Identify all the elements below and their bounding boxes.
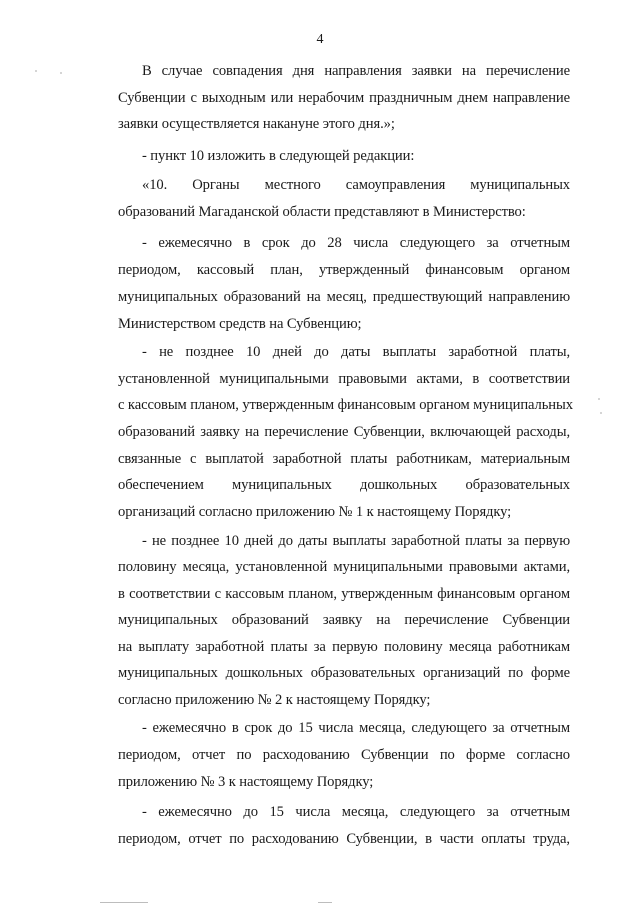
document-line: «10. Органы местного самоуправления муниципальных [142, 177, 570, 193]
document-line: установленной муниципальными правовыми актами, в соответствии [118, 371, 570, 387]
scan-artifact [598, 398, 600, 400]
document-line: - пункт 10 изложить в следующей редакции: [142, 148, 415, 164]
document-line: - не позднее 10 дней до даты выплаты заработной платы, [142, 344, 570, 360]
document-line: - ежемесячно в срок до 28 числа следующего за отчетным [142, 235, 570, 251]
document-line: - ежемесячно до 15 числа месяца, следующего за отчетным [142, 804, 570, 820]
document-line: периодом, кассовый план, утвержденный финансовым органом [118, 262, 570, 278]
document-line: Министерством средств на Субвенцию; [118, 316, 362, 332]
document-line: половину месяца, установленной муниципальными правовыми актами, [118, 559, 570, 575]
document-line: периодом, отчет по расходованию Субвенции, в части оплаты труда, [118, 831, 570, 847]
document-line: согласно приложению № 2 к настоящему Порядку; [118, 692, 431, 708]
document-line: - ежемесячно в срок до 15 числа месяца, следующего за отчетным [142, 720, 570, 736]
scan-artifact [60, 72, 62, 74]
scan-artifact [35, 70, 37, 72]
document-line: обеспечением муниципальных дошкольных образовательных [118, 477, 570, 493]
document-line: образований Магаданской области представляют в Министерство: [118, 204, 526, 220]
document-line: муниципальных дошкольных образовательных организаций по форме [118, 665, 570, 681]
document-line: заявки осуществляется накануне этого дня.»; [118, 116, 395, 132]
document-line: периодом, отчет по расходованию Субвенции по форме согласно [118, 747, 570, 763]
scan-artifact [600, 412, 602, 414]
document-line: с кассовым планом, утвержденным финансовым органом муниципальных [118, 397, 573, 413]
document-line: образований заявку на перечисление Субвенции, включающей расходы, [118, 424, 570, 440]
scan-artifact [318, 902, 332, 903]
document-line: приложению № 3 к настоящему Порядку; [118, 774, 374, 790]
document-line: В случае совпадения дня направления заявки на перечисление [142, 63, 570, 79]
scan-artifact [100, 902, 148, 903]
document-line: муниципальных образований заявку на перечисление Субвенции [118, 612, 570, 628]
document-line: Субвенции с выходным или нерабочим праздничным днем направление [118, 90, 570, 106]
document-line: муниципальных образований на месяц, предшествующий направлению [118, 289, 570, 305]
document-line: в соответствии с кассовым планом, утвержденным финансовым органом [118, 586, 570, 602]
document-line: связанные с выплатой заработной платы работникам, материальным [118, 451, 570, 467]
document-line: - не позднее 10 дней до даты выплаты заработной платы за первую [142, 533, 570, 549]
document-line: организаций согласно приложению № 1 к настоящему Порядку; [118, 504, 512, 520]
page-number: 4 [316, 32, 324, 47]
document-line: на выплату заработной платы за первую половину месяца работникам [118, 639, 570, 655]
